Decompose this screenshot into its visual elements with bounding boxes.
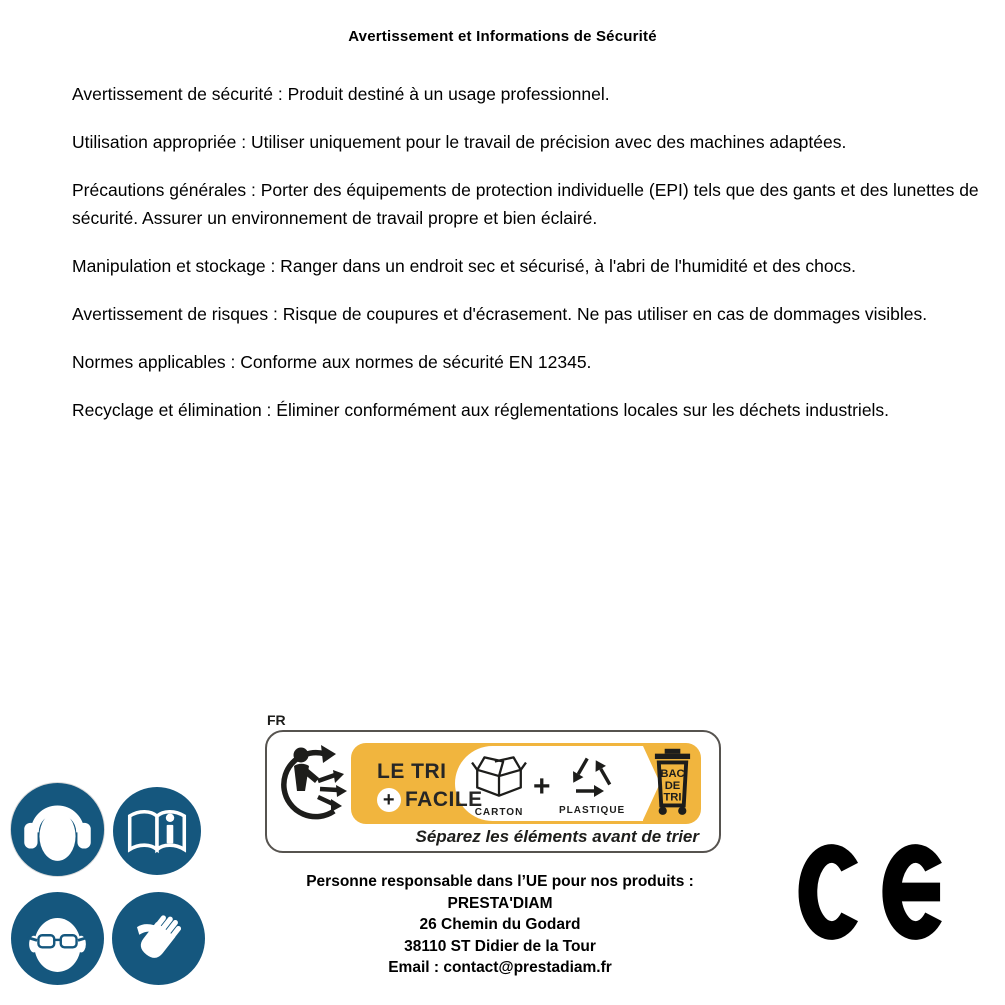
sorting-bin-icon [651,747,694,817]
tagline-line2: FACILE [405,788,483,811]
tagline-line1: LE TRI [377,760,447,783]
company-city: 38110 ST Didier de la Tour [404,937,596,955]
responsible-party-block [240,871,760,979]
eye-protection-icon [11,892,104,985]
protective-gloves-icon [112,892,205,985]
plastic-recycling-icon [566,749,616,799]
recycling-sorting-label [265,730,721,853]
carton-material [467,749,531,818]
responsible-intro: Personne responsable dans l’UE pour nos produits : [306,873,694,890]
company-name: PRESTA'DIAM [447,894,553,912]
sorting-instruction: Séparez les éléments avant de trier [415,827,699,846]
paragraph-general-precautions: Précautions générales : Porter des équipements de protection individuelle (EPI) tels que des gants et des lunettes de sécurité. Assurer un environnement de travail propre et bien éclairé. [72,180,979,228]
company-email: Email : contact@prestadiam.fr [388,959,612,977]
plus-circle-icon: + [377,788,401,812]
bin-text-line2: DE [664,779,681,792]
materials-plus-sign: + [533,770,551,803]
ear-protection-icon [10,782,105,877]
bin-text-line1: BAC [660,768,685,781]
company-street: 26 Chemin du Godard [419,916,581,934]
paragraph-risk-warning: Avertissement de risques : Risque de coupures et d'écrasement. Ne pas utiliser en cas de dommages visibles. [72,304,928,324]
read-manual-icon [113,787,201,875]
plastique-material [559,749,626,816]
page-title: Avertissement et Informations de Sécurité [348,28,657,45]
country-code-label: FR [267,712,286,728]
paragraph-applicable-standards: Normes applicables : Conforme aux normes de sécurité EN 12345. [72,352,592,372]
carton-label: CARTON [474,807,524,818]
ce-mark-icon [798,842,946,942]
carton-box-icon [471,749,527,801]
bin-text-line3: TRI [663,791,682,804]
paragraph-safety-warning: Avertissement de sécurité : Produit destiné à un usage professionnel. [72,84,610,104]
paragraph-appropriate-use: Utilisation appropriée : Utiliser uniquement pour le travail de précision avec des machines adaptées. [72,132,847,152]
paragraph-handling-storage: Manipulation et stockage : Ranger dans un endroit sec et sécurisé, à l'abri de l'humidité et des chocs. [72,256,856,276]
plastique-label: PLASTIQUE [559,805,626,816]
safety-paragraphs [72,80,988,444]
paragraph-recycling-disposal: Recyclage et élimination : Éliminer conformément aux réglementations locales sur les déchets industriels. [72,400,890,420]
triman-icon [274,741,350,827]
